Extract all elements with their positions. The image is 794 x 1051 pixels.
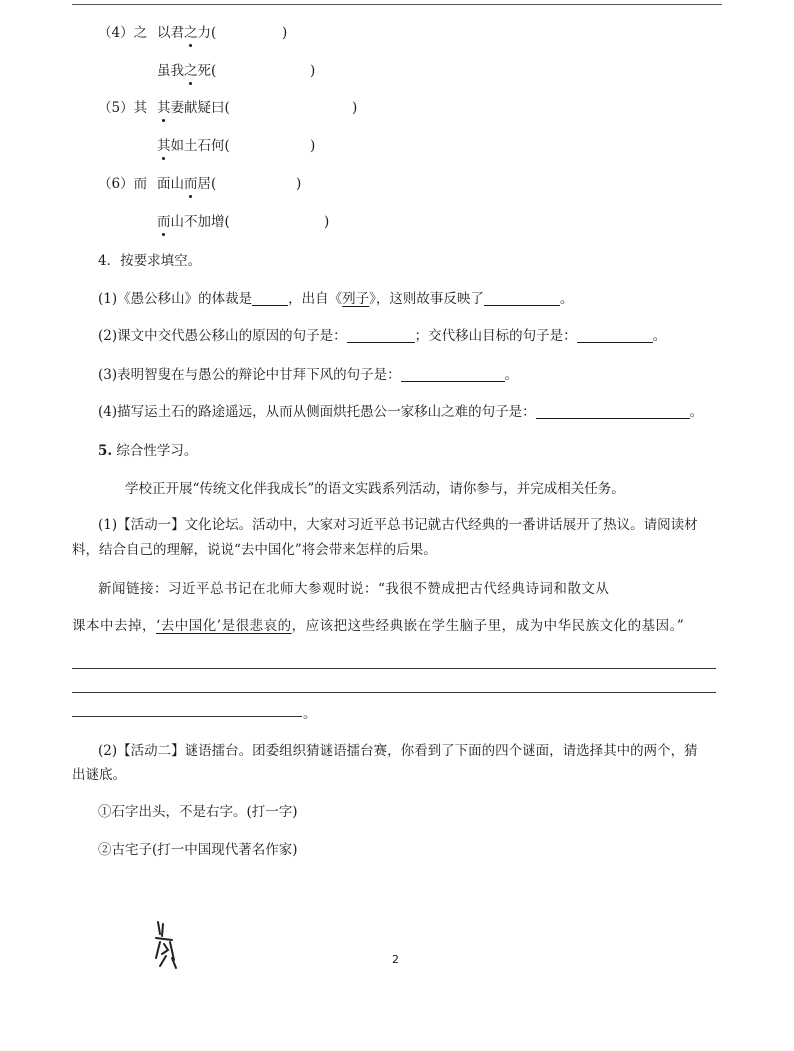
news-link-line-1: 新闻链接：习近平总书记在北师大参观时说：“我很不赞成把古代经典诗词和散文从 [98, 581, 610, 597]
emphasis-char: 其 [157, 138, 171, 154]
emphasis-char: 其 [157, 100, 171, 116]
q3-item-6b [157, 213, 230, 231]
text: 。 [689, 404, 704, 420]
emphasis-char: 之 [184, 63, 198, 79]
answer-blank[interactable] [577, 328, 653, 343]
q3-item-4b [157, 62, 216, 80]
q5-title [98, 442, 197, 460]
answer-line[interactable] [72, 692, 716, 693]
q3-item-6a [157, 175, 216, 193]
q3-item-6-label: （6）而 [98, 176, 148, 192]
text: 。 [559, 291, 574, 307]
text: 山不加增( [170, 214, 230, 230]
q3-item-6a-close: ) [296, 176, 302, 192]
q3-item-5b [157, 137, 230, 155]
answer-blank[interactable] [252, 291, 288, 306]
text: ；交代移山目标的句子是： [414, 328, 577, 344]
answer-blank[interactable] [484, 291, 560, 306]
text: (1)《愚公移山》的体裁是 [98, 291, 253, 307]
q3-item-5b-close: ) [310, 138, 316, 154]
q3-item-4a [157, 24, 216, 42]
answer-line[interactable] [72, 716, 302, 717]
q3-item-5a [157, 99, 230, 117]
q5-activity-1-line-2: 料，结合自己的理解，说说“去中国化”将会带来怎样的后果。 [72, 542, 437, 558]
text: (2)课文中交代愚公移山的原因的句子是： [98, 328, 347, 344]
q5-intro: 学校正开展“传统文化伴我成长”的语文实践系列活动，请你参与，并完成相关任务。 [125, 481, 625, 497]
page-number: 2 [392, 953, 399, 966]
text: (3)表明智叟在与愚公的辩论中甘拜下风的句子是： [98, 367, 401, 383]
q5-activity-1-line-1: (1)【活动一】文化论坛。活动中，大家对习近平总书记就古代经典的一番讲话展开了热议。请阅读材 [98, 517, 698, 533]
text: 力( [197, 25, 217, 41]
scan-artifact-mark [150, 920, 182, 970]
q4-item-2 [98, 327, 666, 345]
text: 居( [197, 176, 217, 192]
riddle-1: ①石字出头，不是右字。(打一字) [98, 804, 298, 820]
text: 。 [504, 367, 519, 383]
text: 死( [197, 63, 217, 79]
q4-item-3 [98, 366, 518, 384]
news-link-line-2 [72, 617, 684, 635]
text: (4)描写运土石的路途遥远，从而从侧面烘托愚公一家移山之难的句子是： [98, 404, 536, 420]
text: 妻献疑曰( [170, 100, 230, 116]
answer-blank[interactable] [401, 367, 505, 382]
top-rule [72, 4, 722, 5]
q4-item-4 [98, 403, 703, 421]
q3-item-5-label: （5）其 [98, 100, 148, 116]
text: 综合性学习。 [112, 443, 198, 459]
q3-item-4b-close: ) [310, 63, 316, 79]
q5-activity-2-line-1: (2)【活动二】谜语擂台。团委组织猜谜语擂台赛，你看到了下面的四个谜面，请选择其中的两个，猜 [98, 743, 698, 759]
q3-item-4a-close: ) [282, 25, 288, 41]
text: 如土石何( [170, 138, 230, 154]
answer-blank[interactable] [347, 328, 415, 343]
q5-activity-2-line-2: 出谜底。 [72, 767, 126, 783]
emphasis-char: 而 [157, 214, 171, 230]
text: 虽我 [157, 63, 184, 79]
q3-item-5a-close: ) [352, 100, 358, 116]
emphasis-char: 之 [184, 25, 198, 41]
text: ，出自《 [288, 291, 343, 307]
emphasis-char: 而 [184, 176, 198, 192]
text: 》，这则故事反映了 [369, 291, 484, 307]
q3-item-4-label: （4）之 [98, 25, 148, 41]
answer-line[interactable] [72, 668, 716, 669]
answer-blank[interactable] [536, 404, 690, 419]
text: 。 [652, 328, 667, 344]
text: 以君 [157, 25, 184, 41]
answer-end-mark: 。 [303, 706, 317, 722]
text: ，应该把这些经典嵌在学生脑子里，成为中华民族文化的基因。” [291, 618, 685, 634]
underlined-quote: ‘去中国化’是很悲哀的 [156, 618, 292, 634]
book-title: 列子 [342, 291, 370, 307]
text: 面山 [157, 176, 184, 192]
q4-item-1 [98, 290, 573, 308]
text: 课本中去掉， [72, 618, 156, 634]
riddle-2: ②古宅子(打一中国现代著名作家) [98, 842, 298, 858]
q3-item-6b-close: ) [324, 214, 330, 230]
question-number: 5. [98, 443, 113, 459]
q4-title: 4．按要求填空。 [98, 253, 202, 269]
